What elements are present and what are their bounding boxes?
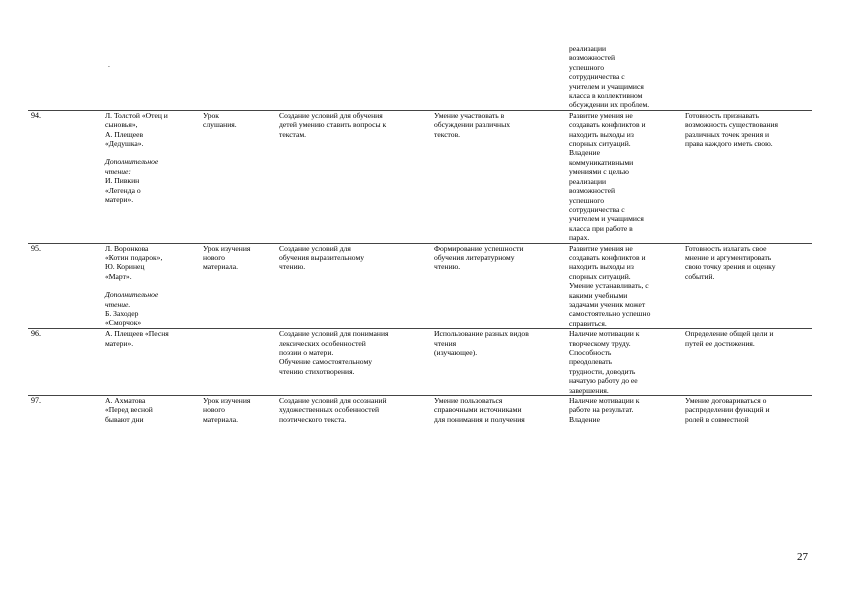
lesson-number-cell <box>28 110 102 243</box>
cell-line: поэзии о матери. <box>279 348 334 357</box>
cell-line: материала. <box>203 262 238 272</box>
lesson-title-cell <box>102 329 200 396</box>
subject-results-cell <box>431 396 566 425</box>
cell-line: матери». <box>105 338 134 348</box>
cell-line: для понимания и получения <box>434 414 525 424</box>
cell-line: Умение договариваться о <box>685 396 767 406</box>
lesson-number: 95. <box>31 243 41 253</box>
lesson-number-cell <box>28 329 102 396</box>
lesson-number-cell <box>28 396 102 425</box>
cell-line: возможностей <box>569 53 616 63</box>
cell-line: находить выходы из <box>569 129 634 139</box>
cell-line: Использование разных видов <box>434 329 529 339</box>
cell-line: Развитие умения не <box>569 243 633 253</box>
cell-line: находить выходы из <box>569 262 634 272</box>
cell-line: сотрудничества с <box>569 72 625 82</box>
cell-line: чтению стихотворения. <box>279 366 355 376</box>
cell-line: Обучение самостоятельному <box>279 357 373 367</box>
cell-line: сыновья», <box>105 120 138 130</box>
cell-line: успешного <box>569 195 605 205</box>
table-row <box>28 44 812 110</box>
cell-line: Умение устанавливать, с <box>569 281 649 291</box>
cell-line: Ю. Коринец <box>105 262 145 272</box>
cell-line: справиться. <box>569 318 607 328</box>
cell-line: И. Пивкин <box>105 176 140 186</box>
lesson-type-cell <box>200 396 276 425</box>
table-row <box>28 329 812 396</box>
cell-line: текстам. <box>279 129 307 139</box>
cell-line: Урок изучения <box>203 243 251 253</box>
lesson-title-cell <box>102 243 200 329</box>
meta-results-cell <box>566 243 682 329</box>
cell-line: Наличие мотивации к <box>569 396 640 406</box>
cell-line: Создание условий для понимания <box>279 329 389 339</box>
cell-line: успешного <box>569 62 605 72</box>
cell-line: лексических особенностей <box>279 338 366 348</box>
cell-line: спорных ситуаций. <box>569 139 631 149</box>
cell-line: бывают дни <box>105 414 144 424</box>
cell-text: . <box>108 60 110 69</box>
lesson-title-cell <box>102 110 200 243</box>
cell-line: «Легенда о <box>105 185 141 195</box>
personal-results-cell <box>682 396 812 425</box>
cell-line: парах. <box>569 233 590 243</box>
cell-line: самостоятельно успешно <box>569 309 651 319</box>
lesson-type-cell <box>200 329 276 396</box>
lesson-plan-table <box>28 44 812 424</box>
cell-line: «Март». <box>105 271 132 281</box>
table-row <box>28 243 812 329</box>
cell-line: Л. Воронкова <box>105 243 149 253</box>
cell-line: Определение общей цели и <box>685 329 774 339</box>
cell-line: начатую работу до ее <box>569 376 638 386</box>
cell-line: детей умению ставить вопросы к <box>279 120 387 130</box>
table-row <box>28 110 812 243</box>
cell-line: ролей в совместной <box>685 414 749 424</box>
personal-results-cell <box>682 110 812 243</box>
cell-line: слушания. <box>203 120 237 130</box>
cell-line: права каждого иметь свою. <box>685 139 773 149</box>
personal-results-cell <box>682 243 812 329</box>
additional-reading-label: чтение. <box>105 299 131 309</box>
lesson-number: 94. <box>31 110 41 120</box>
cell-line: учителем и учащимися <box>569 214 644 224</box>
additional-reading <box>105 157 197 204</box>
cell-line: справочными источниками <box>434 405 522 415</box>
cell-line: Развитие умения не <box>569 110 633 120</box>
cell-line: Готовность признавать <box>685 110 759 120</box>
meta-results-cell <box>566 396 682 425</box>
goal-cell <box>276 243 431 329</box>
cell-line: «Дедушка». <box>105 139 144 149</box>
cell-line: обучения выразительному <box>279 252 365 262</box>
cell-line: учителем и учащимися <box>569 81 644 91</box>
page-number: 27 <box>797 551 808 563</box>
cell-line: создавать конфликтов и <box>569 120 646 130</box>
goal-cell <box>276 44 431 110</box>
cell-line: поэтического текста. <box>279 414 347 424</box>
goal-cell <box>276 329 431 396</box>
lesson-number: 97. <box>31 396 41 406</box>
cell-line: возможность существования <box>685 120 778 130</box>
cell-line: класса при работе в <box>569 223 633 233</box>
cell-line: задачами ученик может <box>569 299 646 309</box>
cell-line: творческому труду. <box>569 338 631 348</box>
cell-line: текстов. <box>434 129 461 139</box>
cell-line: Умение пользоваться <box>434 396 503 406</box>
cell-line: различных точек зрения и <box>685 129 770 139</box>
personal-results-cell <box>682 44 812 110</box>
cell-line: Б. Заходер <box>105 308 139 318</box>
table-row <box>28 396 812 425</box>
cell-line: Способность <box>569 348 612 357</box>
cell-line: «Перед весной <box>105 405 153 415</box>
cell-line: создавать конфликтов и <box>569 252 646 262</box>
subject-results-cell <box>431 243 566 329</box>
cell-line: работе на результат. <box>569 405 634 415</box>
cell-line: Владение <box>569 414 600 424</box>
cell-line: Создание условий для обучения <box>279 110 383 120</box>
cell-line: нового <box>203 405 225 415</box>
cell-line: возможностей <box>569 186 616 196</box>
lesson-type-cell <box>200 243 276 329</box>
cell-line: Л. Толстой «Отец и <box>105 110 168 120</box>
cell-line: чтению. <box>279 262 306 272</box>
additional-reading-label: Дополнительное <box>105 157 159 167</box>
cell-line: класса в коллективном <box>569 91 643 101</box>
cell-line: А. Плещеев <box>105 129 144 139</box>
cell-line: художественных особенностей <box>279 405 380 415</box>
subject-results-cell <box>431 110 566 243</box>
cell-line: обучения литературному <box>434 252 515 262</box>
lesson-type-cell <box>200 110 276 243</box>
cell-line: умениями с целью <box>569 167 629 177</box>
cell-line: реализации <box>569 176 607 186</box>
cell-line: (изучающее). <box>434 348 478 357</box>
additional-reading-label: чтение: <box>105 166 131 176</box>
goal-cell <box>276 110 431 243</box>
cell-line: путей ее достижения. <box>685 338 755 348</box>
cell-line: распределении функций и <box>685 405 770 415</box>
cell-line: Владение <box>569 148 600 158</box>
cell-line: нового <box>203 252 225 262</box>
cell-line: матери». <box>105 195 134 205</box>
additional-reading <box>105 290 197 328</box>
cell-line: Наличие мотивации к <box>569 329 640 339</box>
cell-line: Умение участвовать в <box>434 110 505 120</box>
cell-line: Готовность излагать свое <box>685 243 767 253</box>
additional-reading-label: Дополнительное <box>105 290 159 300</box>
cell-line: чтения <box>434 338 457 348</box>
cell-line: «Котин подарок», <box>105 252 163 262</box>
cell-line: Создание условий для <box>279 243 351 253</box>
lesson-title-cell <box>102 44 200 110</box>
lesson-number-cell <box>28 243 102 329</box>
cell-line: чтению. <box>434 262 461 272</box>
lesson-type-cell <box>200 44 276 110</box>
cell-line: Урок <box>203 110 219 120</box>
lesson-number-cell <box>28 44 102 110</box>
cell-line: преодолевать <box>569 357 612 367</box>
cell-line: свою точку зрения и оценку <box>685 262 776 272</box>
cell-line: А. Ахматова <box>105 396 146 406</box>
cell-line: коммуникативными <box>569 157 634 167</box>
cell-line: спорных ситуаций. <box>569 271 631 281</box>
cell-line: реализации <box>569 44 607 53</box>
meta-results-cell <box>566 329 682 396</box>
cell-line: Урок изучения <box>203 396 251 406</box>
lesson-title-cell <box>102 396 200 425</box>
cell-line: событий. <box>685 271 715 281</box>
meta-results-cell <box>566 44 682 110</box>
goal-cell <box>276 396 431 425</box>
subject-results-cell <box>431 329 566 396</box>
cell-line: Формирование успешности <box>434 243 524 253</box>
cell-line: А. Плещеев «Песня <box>105 329 169 339</box>
cell-line: трудности, доводить <box>569 366 636 376</box>
cell-line: обсуждении их проблем. <box>569 100 650 110</box>
cell-line: материала. <box>203 414 238 424</box>
cell-line: сотрудничества с <box>569 204 625 214</box>
cell-line: завершения. <box>569 385 609 395</box>
cell-line: «Сморчок» <box>105 318 142 328</box>
personal-results-cell <box>682 329 812 396</box>
lesson-number: 96. <box>31 329 41 339</box>
cell-line: мнение и аргументировать <box>685 252 772 262</box>
subject-results-cell <box>431 44 566 110</box>
meta-results-cell <box>566 110 682 243</box>
cell-line: обсуждении различных <box>434 120 511 130</box>
cell-line: Создание условий для осознаний <box>279 396 387 406</box>
cell-line: какими учебными <box>569 290 628 300</box>
